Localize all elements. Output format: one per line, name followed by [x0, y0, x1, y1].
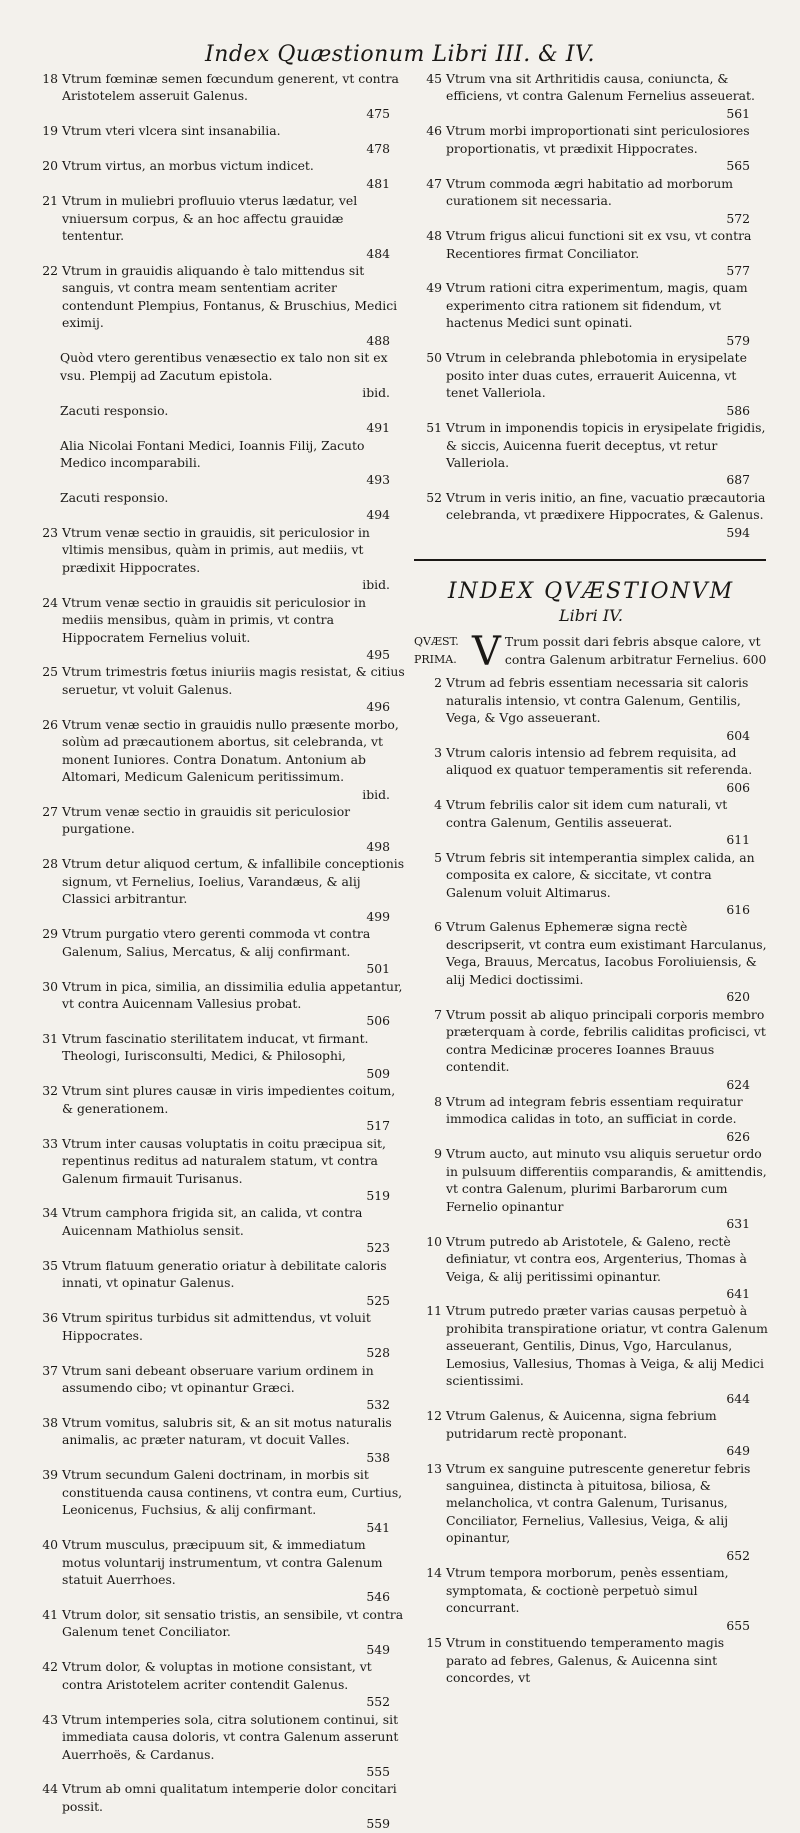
entry-text: Vtrum venæ sectio in grauidis nullo præsente morbo, solùm ad præcautionem abortus, sit celebranda, vt monent Iuniores. Contra Donatum. Antonium ab Altomari, Medicum Galenicum peritissimum. [62, 716, 399, 785]
entry-page: 494 [366, 507, 390, 523]
index-entry [414, 175, 768, 227]
entry-number: 37 [42, 1362, 58, 1378]
index-entry [414, 70, 768, 122]
index-entry [30, 1204, 408, 1256]
entry-page: 519 [366, 1188, 390, 1203]
entry-text: Vtrum Galenus Ephemeræ signa rectè descripserit, vt contra eum existimant Harculanus, Vega, Brauus, Mercatus, Iacobus Foroliuiensis, & alij Medici doctissimi. [446, 919, 767, 987]
entry-number: 35 [42, 1257, 58, 1273]
entry-page: 532 [366, 1397, 390, 1413]
entry-number: 25 [42, 664, 58, 680]
left-column [30, 70, 408, 1833]
entry-number: 20 [42, 158, 58, 174]
index-entry [414, 279, 768, 349]
entry-page: 538 [366, 1449, 390, 1465]
entry-text: Vtrum intemperies sola, citra solutionem continui, sit immediata causa doloris, vt contra Galenum asserunt Auerrhoës, & Cardanus. [62, 1711, 399, 1762]
index-entry [414, 419, 768, 489]
entry-page: 552 [366, 1694, 390, 1710]
index-entry [414, 1006, 768, 1093]
entry-page: 484 [366, 245, 390, 261]
entry-number: 33 [42, 1135, 58, 1151]
entry-text: Vtrum in celebranda phlebotomia in erysipelate posito inter duas cutes, errauerit Auicenna, vt tenet Valleriola. [446, 350, 747, 401]
index-entry [30, 855, 408, 925]
entry-text: Alia Nicolai Fontani Medici, Ioannis Filij, Zacuto Medico incomparabili. [60, 437, 365, 470]
entry-number: 50 [426, 350, 442, 366]
entry-page: 546 [366, 1589, 390, 1605]
entry-page: 687 [726, 472, 750, 488]
question-label-line1: QVÆST. [414, 635, 459, 649]
entry-number: 41 [42, 1606, 58, 1622]
index-entry [414, 918, 768, 1005]
entry-number: 14 [426, 1565, 442, 1581]
first-question-text: Trum possit dari febris absque calore, vt contra Galenum arbitratur Fernelius. [504, 634, 761, 667]
entry-page: 491 [366, 420, 390, 436]
entry-page: 559 [366, 1816, 390, 1832]
index-entry [30, 716, 408, 803]
index-entry [414, 1302, 768, 1407]
index-entry [414, 489, 768, 541]
index-entry [414, 1634, 768, 1686]
index-entry [414, 849, 768, 919]
entry-page: 506 [366, 1013, 390, 1029]
entry-page: 631 [726, 1216, 750, 1232]
entry-number: 52 [426, 489, 442, 505]
entry-text: Vtrum rationi citra experimentum, magis, quam experimento citra rationem sit fidendum, vt hactenus Medici sunt opinati. [446, 280, 748, 331]
first-question-page: 600 [742, 651, 767, 667]
entry-number: 10 [426, 1233, 442, 1249]
entry-page: 652 [726, 1547, 750, 1563]
index-entry [30, 1536, 408, 1606]
entry-text: Vtrum Galenus, & Auicenna, signa febrium putridarum rectè proponant. [446, 1408, 717, 1441]
entry-text: Quòd vtero gerentibus venæsectio ex talo non sit ex vsu. Plempij ad Zacutum epistola. [60, 350, 388, 383]
entry-text: Vtrum tempora morborum, penès essentiam, symptomata, & coctionè perpetuò simul concurrant. [446, 1565, 729, 1616]
entry-text: Vtrum caloris intensio ad febrem requisita, ad aliquod ex quatuor temperamentis sit referenda. [446, 744, 753, 778]
entry-text: Vtrum in imponendis topicis in erysipelate frigidis, & siccis, Auicenna fuerit deceptus, vt retur Valleriola. [446, 420, 766, 470]
entry-page: 649 [726, 1443, 750, 1459]
entry-number: 24 [42, 594, 58, 610]
entry-text: Vtrum ex sanguine putrescente generetur febris sanguinea, distincta à pituitosa, biliosa, & melancholica, vt contra Galenum, Turisanus, Conciliator, Fernelius, Vallesius, Veiga, & alij opinantur, [446, 1460, 751, 1546]
index-entry [30, 1606, 408, 1658]
entry-number: 44 [42, 1781, 58, 1797]
index-entry [30, 437, 408, 489]
entry-text: Vtrum vteri vlcera sint insanabilia. [62, 123, 281, 139]
entry-number: 43 [42, 1711, 58, 1727]
index-entry [30, 192, 408, 262]
entry-text: Vtrum aucto, aut minuto vsu aliquis seruetur ordo in pulsuum differentiis comparandis, & amittendis, vt contra Galenum, plurimi Barbarorum cum Fernelio opinantur [446, 1146, 767, 1214]
entry-number: 15 [426, 1635, 442, 1651]
entry-number: 28 [42, 856, 58, 872]
entry-page: 488 [366, 332, 390, 348]
entry-page: 501 [366, 961, 390, 977]
section-divider [414, 559, 766, 561]
index-entry [414, 1564, 768, 1634]
index-entry [30, 663, 408, 715]
entry-text: Vtrum commoda ægri habitatio ad morborum curationem sit necessaria. [446, 175, 733, 209]
entry-page: ibid. [362, 786, 390, 802]
index-entry [30, 1257, 408, 1309]
entry-page: 611 [726, 832, 750, 848]
index-entry [414, 1233, 768, 1303]
entry-page: 493 [366, 472, 390, 488]
entry-number: 30 [42, 978, 58, 994]
entry-text: Vtrum ad febris essentiam necessaria sit caloris naturalis intensio, vt contra Galenum, Gentilis, Vega, & Vgo asseuerant. [446, 675, 749, 726]
entry-text: Vtrum secundum Galeni doctrinam, in morbis sit constituenda causa continens, vt contra eum, Curtius, Leonicenus, Fuchsius, & alij confirmant. [62, 1467, 403, 1518]
entry-page: ibid. [362, 577, 390, 593]
index-entry [30, 489, 408, 524]
entry-number: 19 [42, 123, 58, 139]
entry-number: 22 [42, 262, 58, 278]
question-label-line2: PRIMA. [414, 652, 457, 666]
entry-page: 624 [726, 1076, 750, 1092]
entry-page: 579 [726, 332, 750, 348]
entry-text: Vtrum venæ sectio in grauidis sit periculosior in mediis mensibus, quàm in primis, vt contra Hippocratem Fernelius voluit. [62, 594, 366, 645]
entry-text: Vtrum spiritus turbidus sit admittendus, vt voluit Hippocrates. [62, 1310, 371, 1343]
index-entry [414, 744, 768, 796]
entry-text: Zacuti responsio. [60, 402, 169, 418]
entry-text: Vtrum in grauidis aliquando è talo mittendus sit sanguis, vt contra meam sententiam acriter contendunt Plempius, Fontanus, & Bruschius, Medici eximij. [62, 262, 398, 331]
entry-text: Vtrum frigus alicui functioni sit ex vsu, vt contra Recentiores firmat Conciliator. [446, 228, 752, 261]
entry-text: Vtrum dolor, & voluptas in motione consistant, vt contra Aristotelem acriter contendit Galenus. [62, 1659, 372, 1692]
entry-text: Vtrum ab omni qualitatum intemperie dolor concitari possit. [62, 1781, 397, 1814]
entry-number: 18 [42, 71, 58, 86]
entry-number: 13 [426, 1460, 442, 1476]
entry-page: 478 [366, 140, 390, 156]
index-entry [30, 1658, 408, 1710]
entry-page: 606 [726, 779, 750, 795]
entry-text: Vtrum fœminæ semen fœcundum generent, vt contra Aristotelem asseruit Galenus. [62, 71, 399, 104]
entry-number: 5 [434, 849, 442, 865]
entry-number: 21 [42, 193, 58, 209]
index-entry [30, 122, 408, 157]
entry-number: 4 [434, 797, 442, 813]
entry-text: Vtrum in muliebri profluuio vterus lædatur, vel vniuersum corpus, & an hoc affectu grauidæ tententur. [62, 193, 358, 244]
entry-text: Vtrum febrilis calor sit idem cum naturali, vt contra Galenum, Gentilis asseuerat. [446, 797, 728, 830]
index-entry [30, 1362, 408, 1414]
entry-text: Vtrum putredo præter varias causas perpetuò à prohibita transpiratione oriatur, vt contra Galenum asseuerant, Gentilis, Dinus, Vgo, Harculanus, Lemosius, Vallesius, Thomas à Veiga, & alij Medici scientissimi. [446, 1303, 768, 1389]
entry-page: 644 [726, 1390, 750, 1406]
entry-number: 45 [426, 71, 442, 86]
entry-page: 655 [726, 1617, 750, 1633]
section-title: INDEX QVÆSTIONVM [447, 579, 735, 605]
entry-page: 641 [726, 1286, 750, 1301]
entry-page: 565 [726, 158, 750, 174]
entry-text: Vtrum detur aliquod certum, & infallibile conceptionis signum, vt Fernelius, Ioelius, Varandæus, & alij Classici arbitrantur. [62, 856, 405, 907]
entry-text: Vtrum sani debeant obseruare varium ordinem in assumendo cibo; vt opinantur Græci. [62, 1362, 374, 1395]
entry-number: 51 [426, 420, 442, 436]
index-entry [414, 796, 768, 848]
entry-number: 38 [42, 1414, 58, 1430]
entry-text: Vtrum venæ sectio in grauidis, sit periculosior in vltimis mensibus, quàm in primis, aut mediis, vt prædixit Hippocrates. [62, 524, 370, 575]
running-header: Index Quæstionum Libri III. & IV. [205, 42, 595, 67]
entry-page: 498 [366, 838, 390, 854]
index-entry [414, 227, 768, 279]
index-entry [30, 1030, 408, 1082]
index-entry [30, 1414, 408, 1466]
index-entry [414, 1093, 768, 1145]
entry-page: 475 [366, 105, 390, 121]
entry-text: Vtrum inter causas voluptatis in coitu præcipua sit, repentinus reditus ad naturalem statum, vt contra Galenum firmauit Turisanus. [62, 1135, 386, 1186]
entry-page: 481 [366, 175, 390, 191]
index-entry [414, 1460, 768, 1565]
entry-number: 23 [42, 524, 58, 540]
right-top-entries [414, 70, 768, 541]
index-entry [30, 157, 408, 192]
entry-text: Vtrum in veris initio, an fine, vacuatio præcautoria celebranda, vt prædixere Hippocrates, & Galenus. [446, 489, 766, 523]
entry-number: 36 [42, 1310, 58, 1326]
entry-number: 2 [434, 675, 442, 691]
entry-number: 12 [426, 1408, 442, 1424]
entry-text: Vtrum trimestris fœtus iniuriis magis resistat, & citius seruetur, vt voluit Galenus. [62, 664, 405, 697]
right-bottom-entries [414, 674, 768, 1686]
entry-number: 26 [42, 716, 58, 732]
entry-page: 495 [366, 646, 390, 662]
entry-page: 499 [366, 908, 390, 924]
entry-number: 34 [42, 1205, 58, 1221]
entry-number: 29 [42, 926, 58, 942]
entry-text: Vtrum ad integram febris essentiam requiratur immodica calidas in toto, an sufficiat in corde. [446, 1094, 743, 1127]
entry-number: 11 [426, 1303, 442, 1319]
entry-number: 49 [426, 280, 442, 296]
index-entry [30, 349, 408, 401]
entry-text: Vtrum in constituendo temperamento magis parato ad febres, Galenus, & Auicenna sint concordes, vt [446, 1635, 725, 1685]
entry-page: 616 [726, 902, 750, 918]
entry-text: Vtrum possit ab aliquo principali corporis membro præterquam à corde, febrilis caliditas proficisci, vt contra Medicinæ proceres Ioannes Brauus contendit. [446, 1006, 766, 1075]
entry-page: 523 [366, 1240, 390, 1256]
entry-text: Vtrum vna sit Arthritidis causa, coniuncta, & efficiens, vt contra Galenum Fernelius asseuerat. [446, 71, 755, 104]
entry-page: 626 [726, 1128, 750, 1144]
entry-text: Vtrum venæ sectio in grauidis sit periculosior purgatione. [62, 804, 351, 837]
entry-number: 7 [434, 1006, 442, 1022]
index-entry [30, 925, 408, 977]
entry-number: 31 [42, 1030, 58, 1046]
index-entry [414, 1145, 768, 1232]
entry-number: 40 [42, 1537, 58, 1553]
entry-text: Vtrum musculus, præcipuum sit, & immediatum motus voluntarij instrumentum, vt contra Galenum statuit Auerrhoes. [62, 1537, 383, 1587]
entry-text: Vtrum virtus, an morbus victum indicet. [62, 158, 314, 174]
entry-number: 6 [434, 919, 442, 935]
index-entry [414, 349, 768, 419]
index-entry [30, 1466, 408, 1536]
index-entry [30, 262, 408, 349]
entry-text: Vtrum vomitus, salubris sit, & an sit motus naturalis animalis, ac præter naturam, vt docuit Valles. [62, 1414, 392, 1448]
entry-number: 39 [42, 1467, 58, 1483]
index-entry [414, 122, 768, 174]
index-entry [30, 1309, 408, 1361]
entry-text: Vtrum putredo ab Aristotele, & Galeno, rectè definiatur, vt contra eos, Argenterius, Thomas à Veiga, & alij peritissimi opinantur. [446, 1233, 747, 1284]
entry-page: 572 [726, 210, 750, 226]
entry-page: 525 [366, 1292, 390, 1308]
entry-text: Vtrum fascinatio sterilitatem inducat, vt firmant. Theologi, Iurisconsulti, Medici, & Philosophi, [62, 1030, 369, 1064]
index-entry [30, 1135, 408, 1205]
entry-page: 594 [726, 524, 750, 540]
entry-number: 3 [434, 744, 442, 760]
entry-number: 32 [42, 1083, 58, 1099]
entry-text: Vtrum camphora frigida sit, an calida, vt contra Auicennam Mathiolus sensit. [62, 1205, 363, 1238]
index-entry [30, 1780, 408, 1832]
entry-page: 528 [366, 1345, 390, 1361]
entry-page: 586 [726, 402, 750, 418]
entry-number: 46 [426, 123, 442, 139]
drop-cap: V [472, 629, 501, 676]
entry-text: Vtrum morbi improportionati sint periculosiores proportionatis, vt prædixit Hippocrates. [446, 123, 750, 156]
entry-text: Vtrum sint plures causæ in viris impedientes coitum, & generationem. [62, 1083, 396, 1116]
right-column [414, 70, 768, 1686]
entry-page: 509 [366, 1065, 390, 1081]
entry-text: Vtrum febris sit intemperantia simplex calida, an composita ex calore, & siccitate, vt contra Galenum voluit Altimarus. [446, 849, 755, 900]
entry-page: ibid. [362, 385, 390, 401]
entry-page: 620 [726, 989, 750, 1005]
entry-page: 549 [366, 1641, 390, 1657]
index-entry [30, 594, 408, 664]
entry-text: Zacuti responsio. [60, 489, 169, 505]
index-entry [30, 402, 408, 437]
index-entry [30, 524, 408, 594]
index-entry [30, 978, 408, 1030]
entry-number: 48 [426, 228, 442, 244]
index-entry [30, 1711, 408, 1781]
index-entry [414, 1407, 768, 1459]
first-question [414, 629, 768, 676]
entry-page: 555 [366, 1763, 390, 1779]
index-entry [414, 674, 768, 744]
entry-number: 47 [426, 175, 442, 191]
section-subtitle: Libri IV. [559, 606, 623, 626]
entry-text: Vtrum flatuum generatio oriatur à debilitate caloris innati, vt opinatur Galenus. [62, 1257, 387, 1291]
entry-page: 604 [726, 727, 750, 743]
entry-page: 561 [726, 105, 750, 121]
entry-page: 541 [366, 1519, 390, 1535]
entry-number: 9 [434, 1146, 442, 1162]
entry-number: 8 [434, 1094, 442, 1110]
index-entry [30, 803, 408, 855]
entry-page: 496 [366, 699, 390, 715]
index-entry [30, 1082, 408, 1134]
entry-page: 577 [726, 262, 750, 278]
question-label [414, 633, 459, 668]
index-entry [30, 70, 408, 122]
entry-text: Vtrum purgatio vtero gerenti commoda vt contra Galenum, Salius, Mercatus, & alij confirmant. [62, 926, 371, 959]
entry-text: Vtrum in pica, similia, an dissimilia edulia appetantur, vt contra Auicennam Vallesius probat. [62, 978, 403, 1012]
entry-text: Vtrum dolor, sit sensatio tristis, an sensibile, vt contra Galenum tenet Conciliator. [62, 1606, 404, 1640]
entry-page: 517 [366, 1118, 390, 1134]
entry-number: 42 [42, 1659, 58, 1675]
entry-number: 27 [42, 804, 58, 820]
